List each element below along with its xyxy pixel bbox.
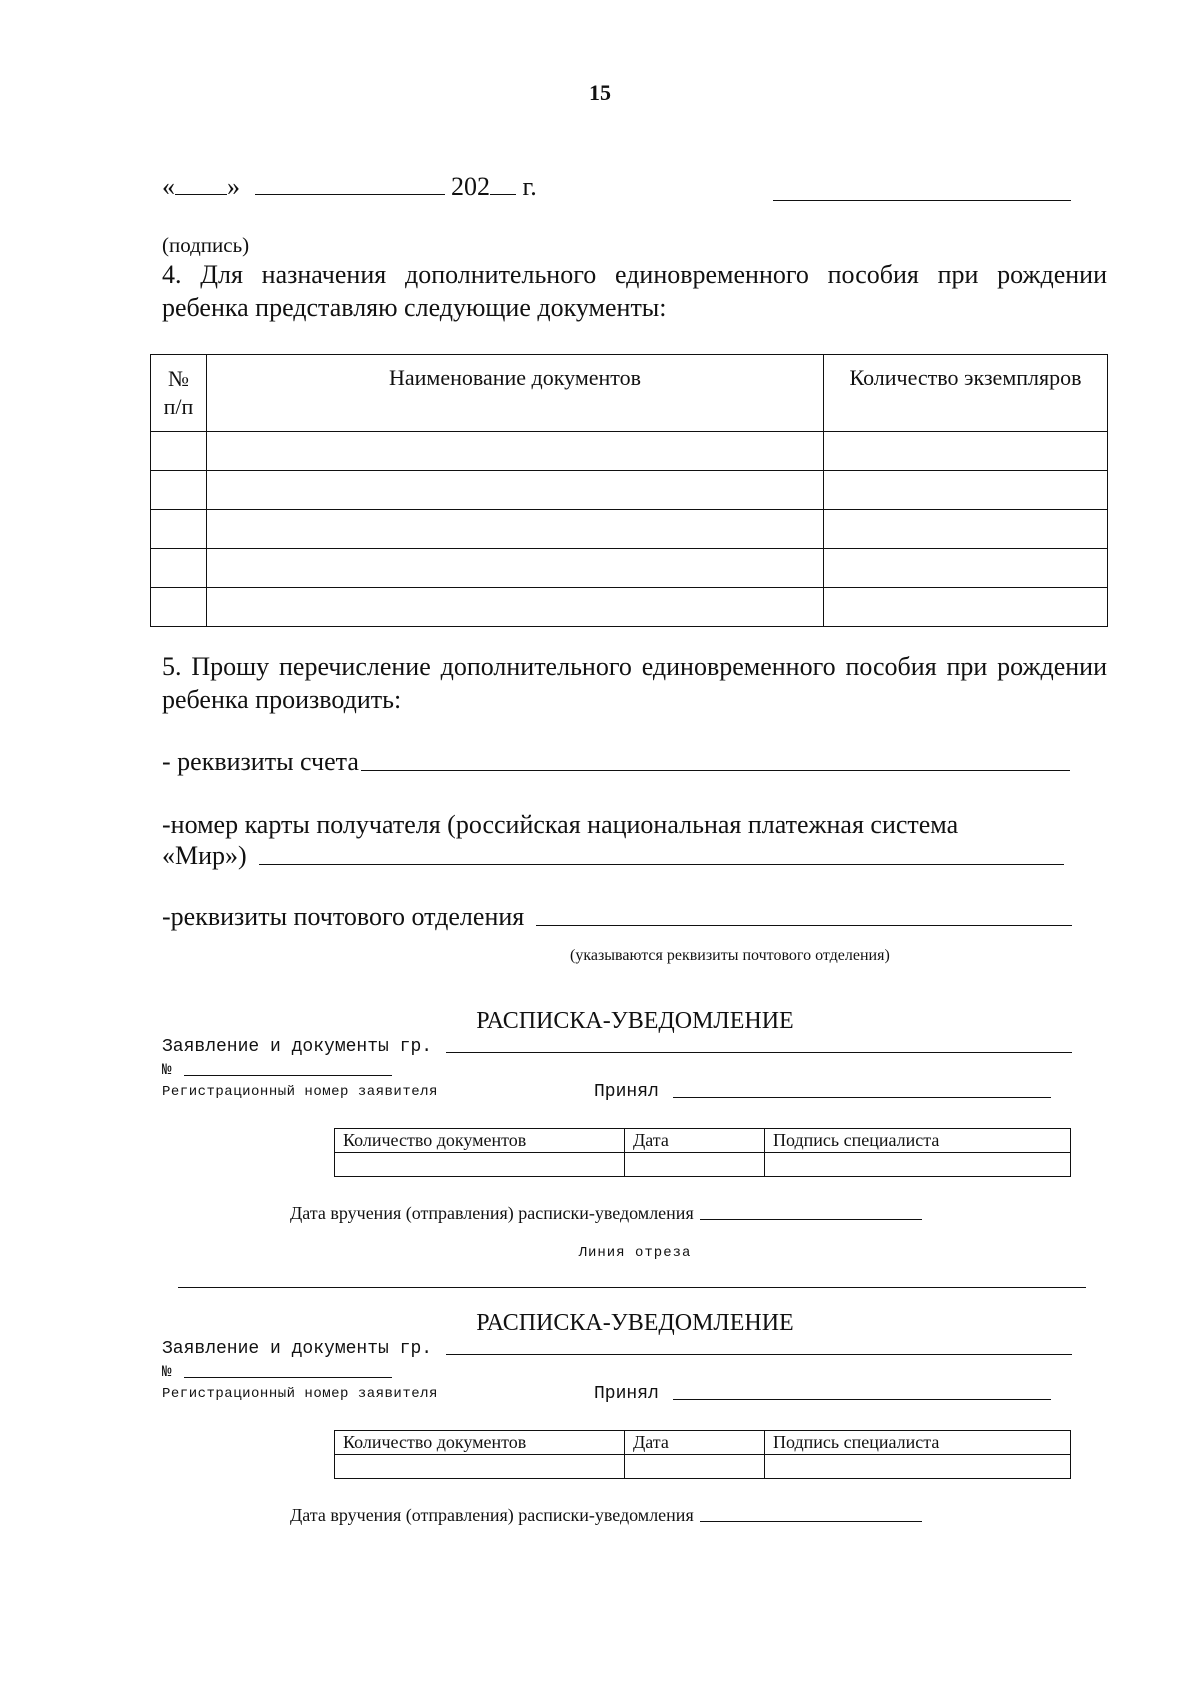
post-caption: (указываются реквизиты почтового отделения) [570,947,890,964]
header-documents-count: Количество документов [335,1129,625,1153]
accepted-label: Принял [594,1384,659,1404]
documents-table [150,354,1108,627]
delivery-label: Дата вручения (отправления) расписки-уведомления [290,1203,694,1223]
number-sign: № [162,1363,172,1381]
registration-number-row [162,1061,392,1079]
receipt-table-header [335,1431,1071,1455]
cell-name[interactable] [207,588,824,627]
header-specialist-signature: Подпись специалиста [765,1431,1071,1455]
table-row [151,471,1108,510]
cell-name[interactable] [207,432,824,471]
registration-number-line[interactable] [184,1075,392,1076]
year-suffix: г. [516,172,537,201]
delivery-date-line[interactable] [700,1521,922,1522]
post-label: -реквизиты почтового отделения [162,902,525,931]
cut-line-caption: Линия отреза [578,1245,692,1261]
registration-number-line[interactable] [184,1377,392,1378]
accepted-by-line[interactable] [673,1097,1051,1098]
cell-num[interactable] [151,510,207,549]
account-input-line[interactable] [361,770,1070,771]
card-label-line2: «Мир») [162,841,247,870]
table-row [151,510,1108,549]
registration-number-row [162,1363,392,1381]
table-row [151,549,1108,588]
cell-count[interactable] [824,471,1108,510]
receipt-application-row [162,1037,1072,1057]
signature-line[interactable] [773,200,1071,201]
receipt-title: РАСПИСКА-УВЕДОМЛЕНИЕ [476,1008,794,1034]
cut-line [178,1287,1086,1288]
delivery-date-row [290,1505,922,1526]
cell-documents-count[interactable] [335,1153,625,1177]
documents-table-header [151,355,1108,432]
registration-caption: Регистрационный номер заявителя [162,1386,438,1402]
header-num [151,355,207,432]
header-documents-count: Количество документов [335,1431,625,1455]
receipt-table-row [335,1153,1071,1177]
date-line [162,170,537,202]
receipt-table [334,1128,1071,1177]
cell-num[interactable] [151,432,207,471]
cell-count[interactable] [824,549,1108,588]
header-count: Количество экземпляров [824,355,1108,432]
cell-name[interactable] [207,510,824,549]
accepted-row [594,1384,1051,1404]
registration-caption: Регистрационный номер заявителя [162,1084,438,1100]
receipt-table [334,1430,1071,1479]
page-number: 15 [589,80,611,105]
section-5-text: 5. Прошу перечисление дополнительного единовременного пособия при рождении ребенка производить: [162,652,1107,714]
cell-num[interactable] [151,549,207,588]
day-blank[interactable] [175,170,227,195]
cell-name[interactable] [207,549,824,588]
cell-date[interactable] [625,1455,765,1479]
accepted-by-line[interactable] [673,1399,1051,1400]
post-input-line[interactable] [536,925,1072,926]
open-quote: « [162,172,175,201]
applicant-name-line[interactable] [446,1052,1072,1053]
cell-name[interactable] [207,471,824,510]
header-num-line2: п/п [163,394,194,419]
year-prefix: 202 [451,172,490,201]
account-label: - реквизиты счета [162,747,359,776]
header-specialist-signature: Подпись специалиста [765,1129,1071,1153]
application-label: Заявление и документы гр. [162,1037,433,1057]
account-field-row [162,747,1070,777]
cell-date[interactable] [625,1153,765,1177]
accepted-label: Принял [594,1082,659,1102]
delivery-date-row [290,1203,922,1224]
receipt-table-header [335,1129,1071,1153]
application-label: Заявление и документы гр. [162,1339,433,1359]
applicant-name-line[interactable] [446,1354,1072,1355]
cell-num[interactable] [151,471,207,510]
receipt-title: РАСПИСКА-УВЕДОМЛЕНИЕ [476,1310,794,1336]
number-sign: № [162,1061,172,1079]
header-date: Дата [625,1431,765,1455]
card-field-row [162,841,1064,871]
delivery-date-line[interactable] [700,1219,922,1220]
receipt-table-row [335,1455,1071,1479]
cell-count[interactable] [824,510,1108,549]
header-date: Дата [625,1129,765,1153]
cell-documents-count[interactable] [335,1455,625,1479]
receipt-application-row [162,1339,1072,1359]
month-blank[interactable] [255,170,445,195]
post-field-row [162,902,1072,932]
section-4-text: 4. Для назначения дополнительного единовременного пособия при рождении ребенка представляю следующие документы: [162,260,1107,322]
table-row [151,432,1108,471]
cell-count[interactable] [824,432,1108,471]
header-num-line1: № [168,366,189,391]
card-label: -номер карты получателя (российская национальная платежная система [162,810,959,839]
cell-count[interactable] [824,588,1108,627]
header-name: Наименование документов [207,355,824,432]
delivery-label: Дата вручения (отправления) расписки-уведомления [290,1505,694,1525]
accepted-row [594,1082,1051,1102]
signature-caption: (подпись) [162,233,250,257]
cell-num[interactable] [151,588,207,627]
card-input-line[interactable] [259,864,1064,865]
cell-specialist-signature[interactable] [765,1455,1071,1479]
year-blank[interactable] [490,170,516,195]
close-quote: » [227,172,240,201]
cell-specialist-signature[interactable] [765,1153,1071,1177]
table-row [151,588,1108,627]
